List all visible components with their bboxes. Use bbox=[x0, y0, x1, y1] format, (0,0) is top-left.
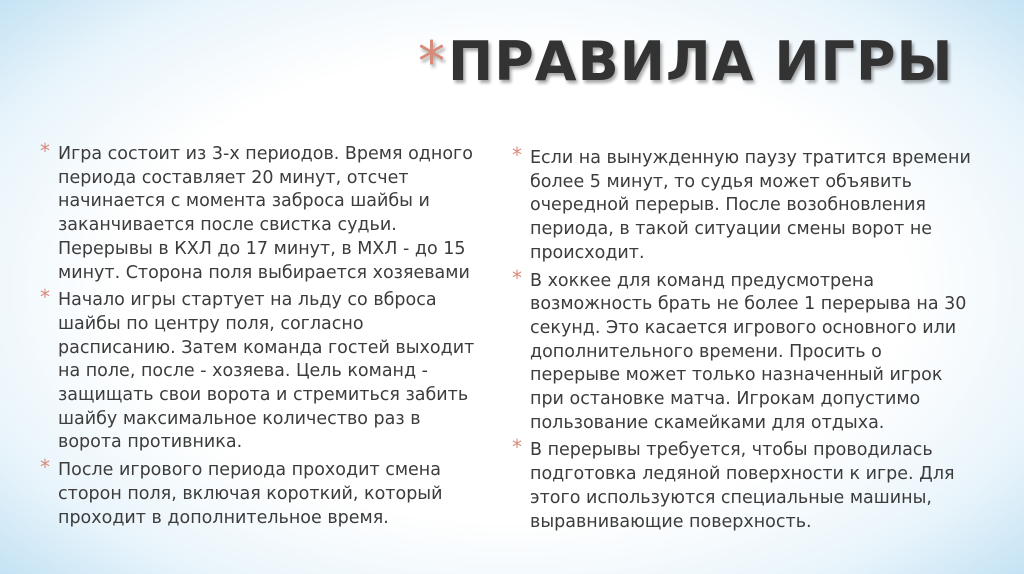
bullet-item bbox=[40, 285, 480, 455]
bullet-item bbox=[512, 265, 972, 436]
bullet-star-icon: * bbox=[40, 285, 50, 310]
bullet-star-icon: * bbox=[512, 265, 522, 290]
bullet-item bbox=[512, 435, 972, 534]
bullet-star-icon: * bbox=[40, 139, 50, 163]
bullet-text: Начало игры стартует на льду со вброса шайбы по центру поля, согласно расписанию. Затем команда гостей выходит на поле, после - хозяева. Цель команд - защищать свои ворота и стремиться забить шайбу максимальное количество раз в ворота противника. bbox=[58, 290, 475, 453]
bullet-star-icon: * bbox=[512, 143, 522, 167]
bullet-item bbox=[40, 455, 480, 530]
bullet-text: В хоккее для команд предусмотрена возможность брать не более 1 перерыва на 30 секунд. Это касается игрового основного или дополнительного времени. Просить о перерыве может только назначенный игрок при остановке матча. Игрокам допустимо пользование скамейками для отдыха. bbox=[530, 270, 967, 433]
bullet-star-icon: * bbox=[512, 435, 522, 460]
bullet-item bbox=[512, 143, 972, 266]
bullet-text: В перерывы требуется, чтобы проводилась подготовка ледяной поверхности к игре. Для этого используются специальные машины, выравнивающие поверхность. bbox=[530, 440, 955, 532]
bullet-text: Игра состоит из 3-х периодов. Время одного периода составляет 20 минут, отсчет начинается с момента заброса шайбы и заканчивается после свистка судьи. Перерывы в КХЛ до 17 минут, в МХЛ - до 15 минут. Сторона поля выбирается хозяевами bbox=[58, 144, 473, 283]
bullet-text: Если на вынужденную паузу тратится времени более 5 минут, то судья может объявить очередной перерыв. После возобновления периода, в такой ситуации смены ворот не происходит. bbox=[530, 148, 971, 263]
slide-title bbox=[418, 30, 954, 110]
title-star-icon: * bbox=[418, 30, 446, 93]
bullet-text: После игрового периода проходит смена сторон поля, включая короткий, который проходит в дополнительное время. bbox=[58, 460, 443, 528]
bullet-star-icon: * bbox=[40, 455, 50, 480]
bullet-item bbox=[40, 139, 480, 285]
left-column bbox=[40, 139, 480, 534]
right-column bbox=[512, 143, 972, 538]
slide-title-text: ПРАВИЛА ИГРЫ bbox=[448, 30, 954, 93]
